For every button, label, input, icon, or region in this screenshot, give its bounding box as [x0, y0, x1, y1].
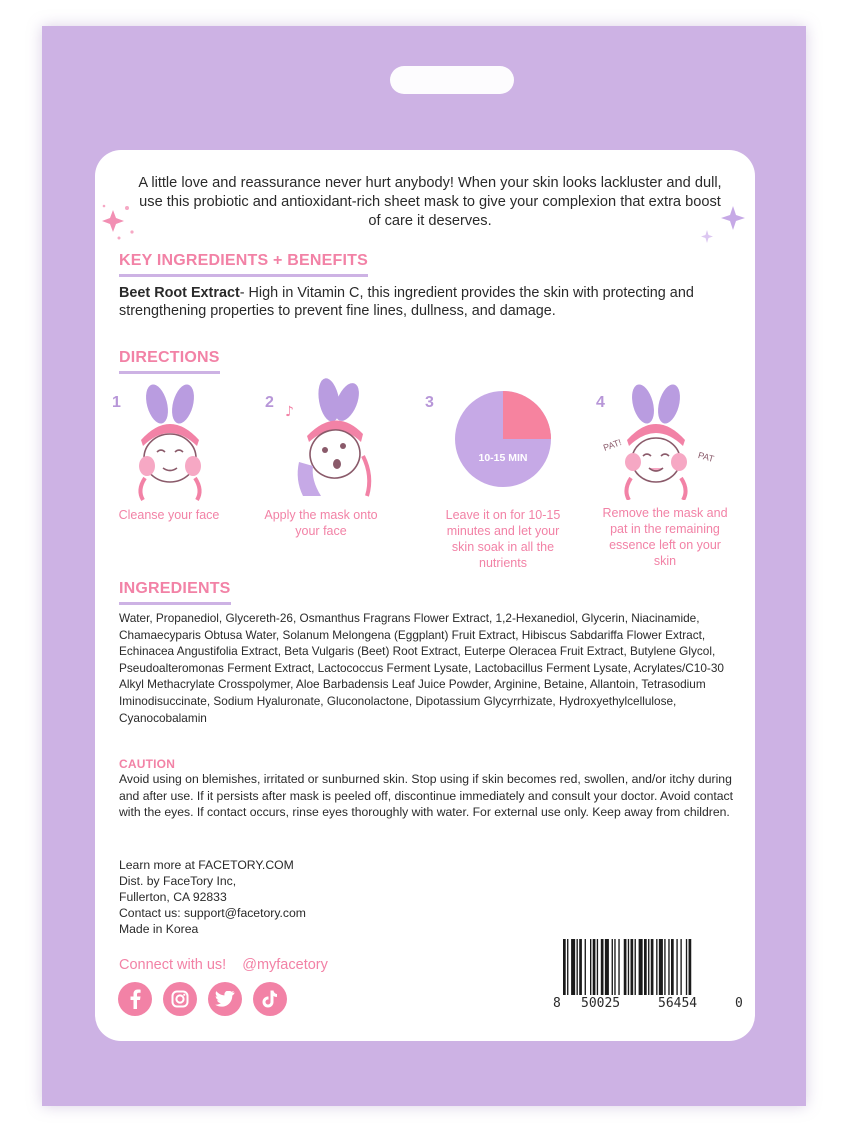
- step-1-number: 1: [112, 394, 121, 411]
- key-ingredient-description: - High in Vitamin C, this ingredient provides the skin with protecting and strengthening properties to prevent fine lines, dullness, and damage.: [119, 285, 694, 319]
- key-ingredient-name: Beet Root Extract: [119, 285, 240, 301]
- barcode-digits-right: 56454: [658, 996, 698, 1011]
- barcode-digit-last: 0: [735, 996, 743, 1011]
- city-text: Fullerton, CA 92833: [119, 890, 227, 904]
- timer-label: 10-15 MIN: [478, 452, 528, 464]
- apply-mask-illustration: [281, 376, 377, 500]
- step-4-number: 4: [596, 394, 605, 411]
- facebook-icon[interactable]: [118, 982, 152, 1016]
- barcode-icon: [563, 939, 733, 995]
- step-3-caption: Leave it on for 10-15 minutes and let your skin soak in all the nutrients: [445, 508, 561, 570]
- pat-label-left: PAT!: [601, 437, 623, 453]
- cleanse-face-illustration: [127, 382, 213, 502]
- social-icons: [118, 982, 287, 1016]
- barcode-digit-first: 8: [553, 996, 561, 1011]
- intro-text: A little love and reassurance never hurt anybody! When your skin looks lackluster and dull, use this probiotic and antioxidant-rich sheet mask to give your complexion that extra boost of care it deserves.: [138, 175, 722, 229]
- contact-block: [119, 857, 306, 937]
- made-in-text: Made in Korea: [119, 922, 199, 936]
- directions-title: DIRECTIONS: [119, 349, 220, 374]
- twitter-icon[interactable]: [208, 982, 242, 1016]
- barcode-digits-left: 50025: [581, 996, 621, 1011]
- step-2-caption: Apply the mask onto your face: [264, 508, 378, 538]
- hang-hole: [390, 66, 514, 94]
- info-card: [95, 150, 755, 1041]
- tiktok-icon[interactable]: [253, 982, 287, 1016]
- caution-title: CAUTION: [119, 757, 176, 771]
- timer-pie-icon: [454, 390, 552, 488]
- step-4-caption: Remove the mask and pat in the remaining essence left on your skin: [602, 506, 728, 568]
- ingredients-title: INGREDIENTS: [119, 580, 231, 605]
- caution-text: Avoid using on blemishes, irritated or sunburned skin. Stop using if skin becomes red, swollen, and/or itchy during and after use. If it persists after mask is peeled off, discontinue immediately and consult your doctor. Avoid contact with the eyes. If contact occurs, rinse eyes thoroughly with water. For external use only. Keep away from children.: [119, 772, 733, 820]
- connect-line: [119, 957, 340, 973]
- svg-text:♪: ♪: [285, 404, 294, 420]
- step-1-caption: Cleanse your face: [118, 508, 220, 522]
- step-3-number: 3: [425, 394, 434, 411]
- pat-label-right: PAT: [696, 450, 716, 464]
- social-handle: @myfacetory: [242, 957, 328, 973]
- learn-more-text: Learn more at FACETORY.COM: [119, 858, 294, 872]
- key-ingredients-title: KEY INGREDIENTS + BENEFITS: [119, 252, 368, 277]
- ingredients-list: Water, Propanediol, Glycereth-26, Osmanthus Fragrans Flower Extract, 1,2-Hexanediol, Glycerin, Niacinamide, Chamaecyparis Obtusa Water, Solanum Melongena (Eggplant) Fruit Extract, Hibiscus Sabdariffa Flower Extract, Echinacea Angustifolia Extract, Beta Vulgaris (Beet) Root Extract, Euterpe Oleracea Fruit Extract, Butylene Glycol, Pseudoalteromonas Ferment Extract, Lactococcus Ferment Lysate, Lactobacillus Ferment Lysate, Acrylates/C10-30 Alkyl Methacrylate Crosspolymer, Aloe Barbadensis Leaf Juice Powder, Arginine, Betaine, Allantoin, Tetrasodium Iminodisuccinate, Sodium Hyaluronate, Gluconolactone, Dipotassium Glycyrrhizate, Hydroxyethylcellulose, Cyanocobalamin: [119, 611, 724, 725]
- step-2-number: 2: [265, 394, 274, 411]
- sparkle-left-icon: [99, 198, 139, 244]
- contact-email-text: Contact us: support@facetory.com: [119, 906, 306, 920]
- key-ingredient-paragraph: [119, 284, 729, 320]
- instagram-icon[interactable]: [163, 982, 197, 1016]
- distributor-text: Dist. by FaceTory Inc,: [119, 874, 237, 888]
- connect-text: Connect with us!: [119, 957, 227, 973]
